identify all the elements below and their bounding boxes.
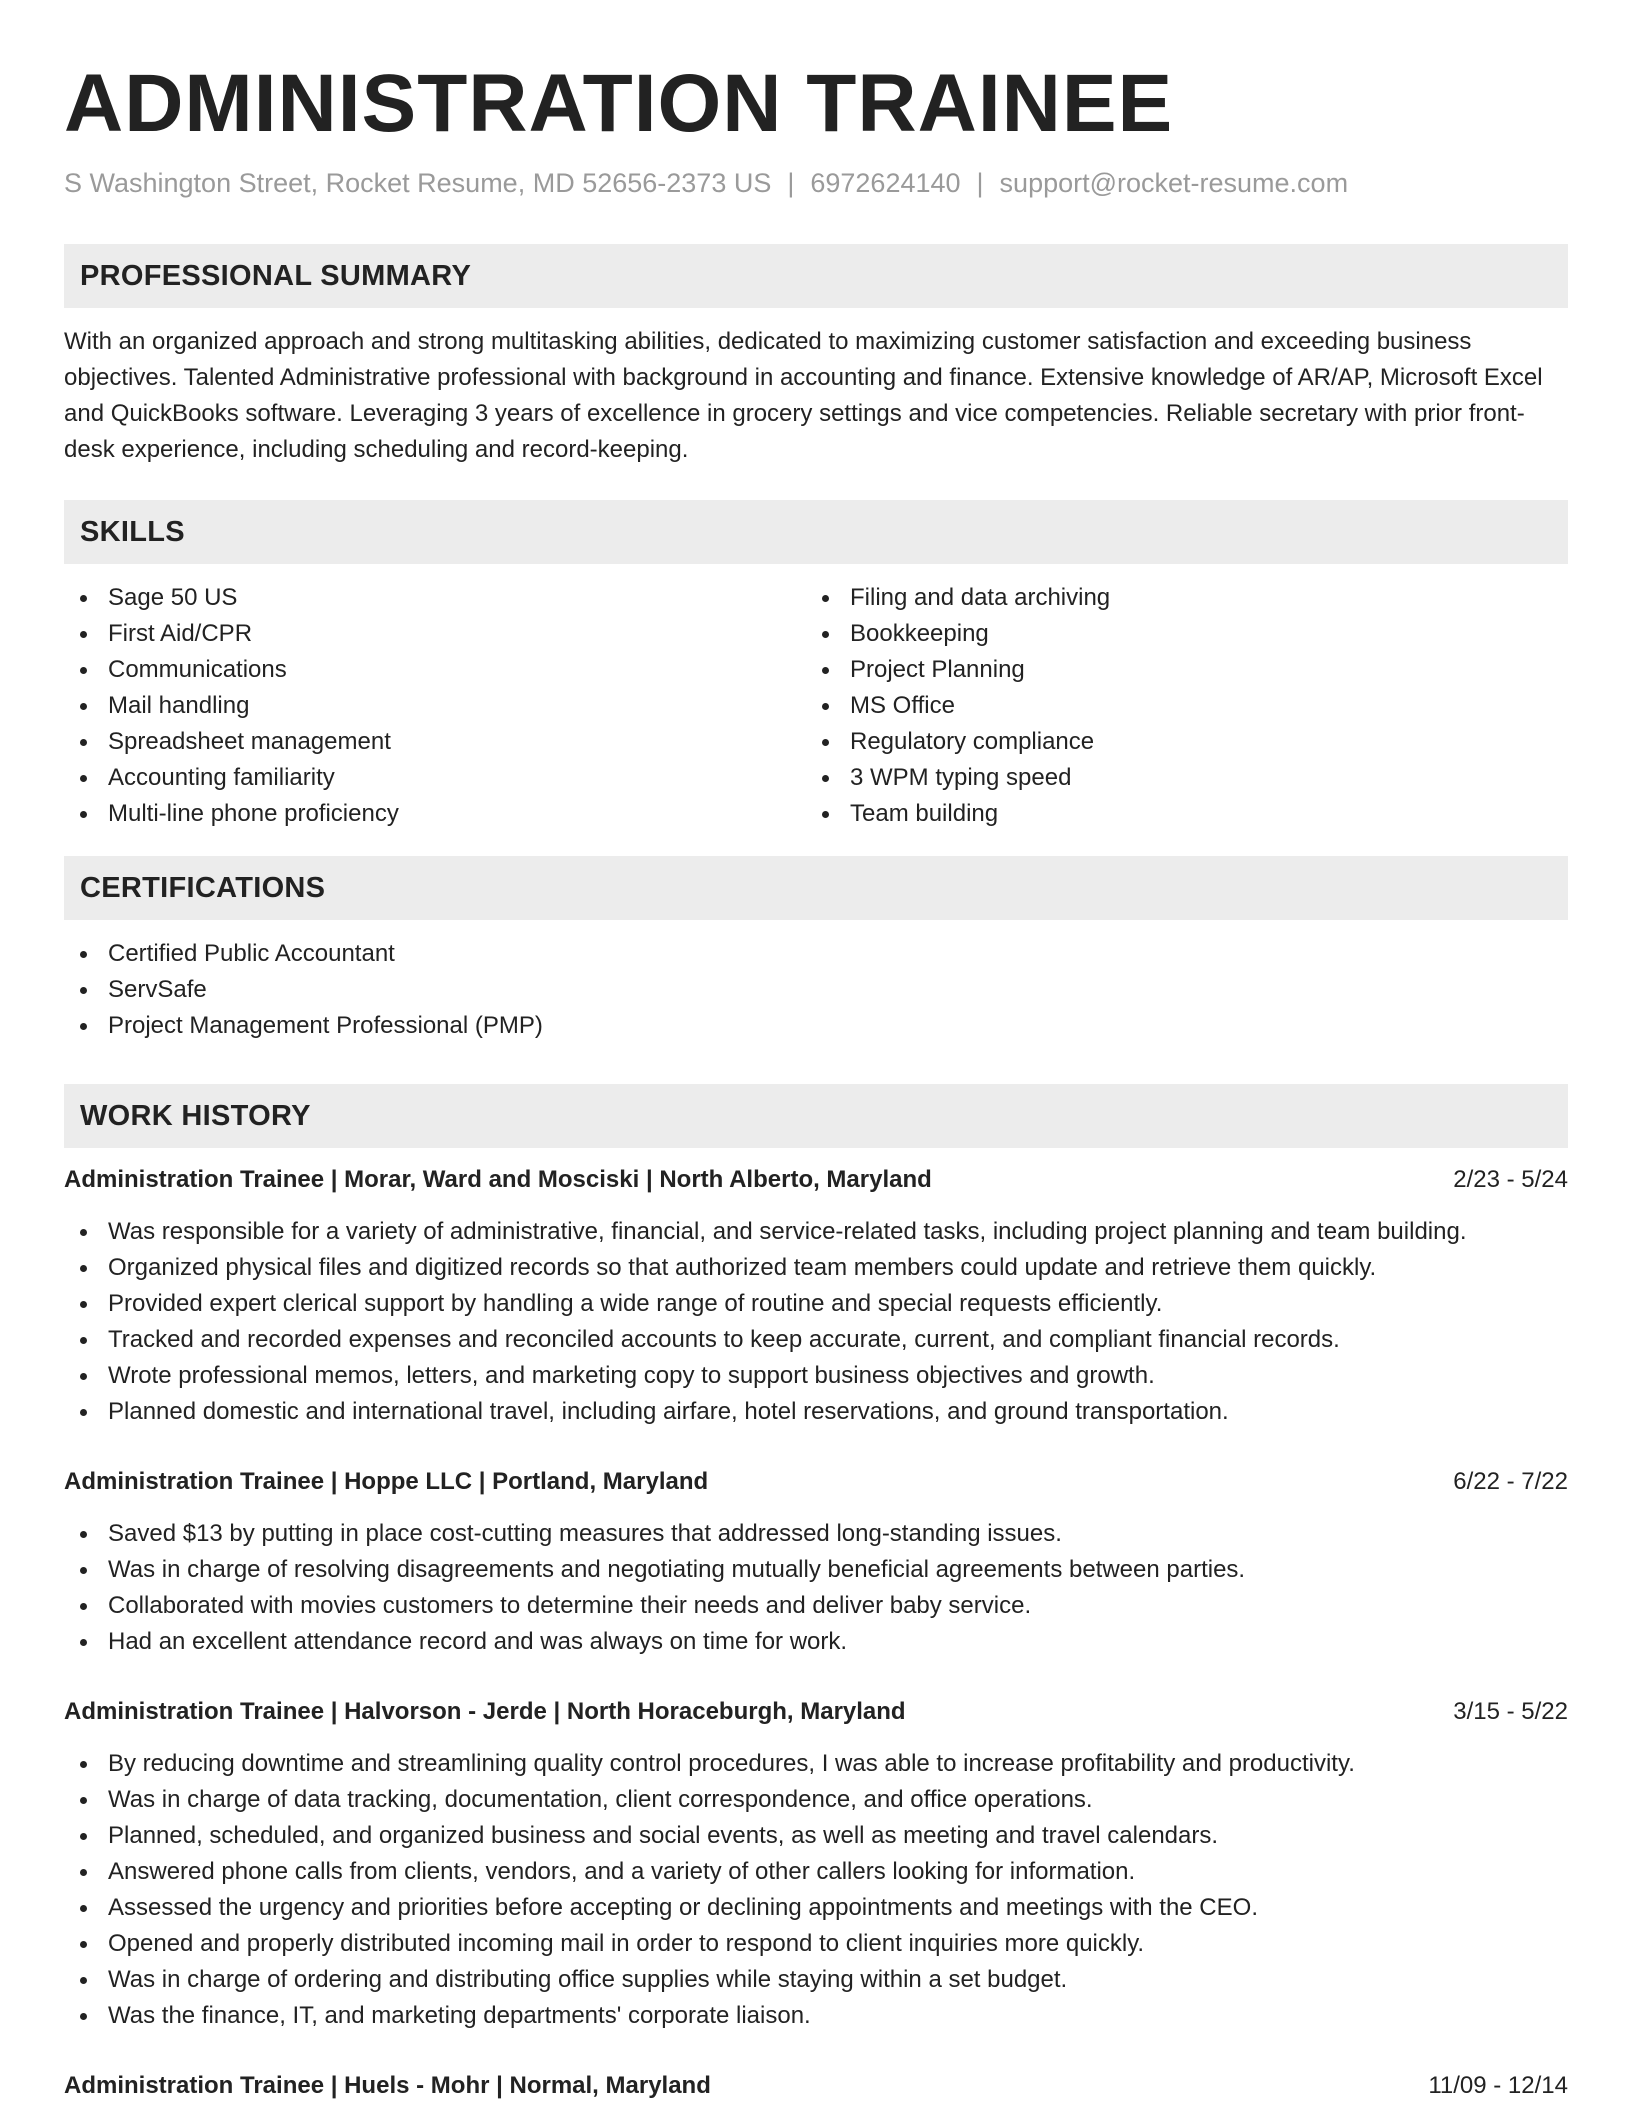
job-header <box>64 1464 1568 1500</box>
job-entry <box>64 1464 1568 1660</box>
summary-text: With an organized approach and strong multitasking abilities, dedicated to maximizing customer satisfaction and exceeding business objectives. Talented Administrative professional with background in accounting and finance. Extensive knowledge of AR/AP, Microsoft Excel and QuickBooks software. Leveraging 3 years of excellence in grocery settings and vice competencies. Reliable secretary with prior front-desk experience, including scheduling and record-keeping. <box>64 328 1543 463</box>
job-bullet: Had an excellent attendance record and was always on time for work. <box>64 1624 1568 1660</box>
job-bullet: Organized physical files and digitized records so that authorized team members could update and retrieve them quickly. <box>64 1250 1568 1286</box>
certifications-heading: CERTIFICATIONS <box>64 856 1568 920</box>
job-title: Administration Trainee | Huels - Mohr | Normal, Maryland <box>64 2072 711 2099</box>
job-title: Administration Trainee | Halvorson - Jerde | North Horaceburgh, Maryland <box>64 1698 906 1725</box>
job-entry <box>64 2068 1568 2104</box>
job-bullet: Opened and properly distributed incoming mail in order to respond to client inquiries more quickly. <box>64 1926 1568 1962</box>
job-bullet: Planned domestic and international travel, including airfare, hotel reservations, and ground transportation. <box>64 1394 1568 1430</box>
skills-heading: SKILLS <box>64 500 1568 564</box>
job-bullet: Was in charge of resolving disagreements and negotiating mutually beneficial agreements between parties. <box>64 1552 1568 1588</box>
skill-item: Accounting familiarity <box>64 760 806 796</box>
job-bullet: Saved $13 by putting in place cost-cutting measures that addressed long-standing issues. <box>64 1516 1568 1552</box>
job-bullet: By reducing downtime and streamlining quality control procedures, I was able to increase profitability and productivity. <box>64 1746 1568 1782</box>
job-bullet: Collaborated with movies customers to determine their needs and deliver baby service. <box>64 1588 1568 1624</box>
skill-item: Communications <box>64 652 806 688</box>
skill-item: Sage 50 US <box>64 580 806 616</box>
certification-item: ServSafe <box>64 972 1568 1008</box>
skill-item: 3 WPM typing speed <box>806 760 1548 796</box>
contact-separator: | <box>787 168 795 198</box>
skill-item: Bookkeeping <box>806 616 1548 652</box>
skill-item: Filing and data archiving <box>806 580 1548 616</box>
certifications-list <box>64 936 1568 1044</box>
job-entry <box>64 1162 1568 1430</box>
job-title: Administration Trainee | Morar, Ward and Mosciski | North Alberto, Maryland <box>64 1166 932 1193</box>
job-bullet: Provided expert clerical support by handling a wide range of routine and special requests efficiently. <box>64 1286 1568 1322</box>
work-history-heading: WORK HISTORY <box>64 1084 1568 1148</box>
skills-list-left <box>64 580 806 832</box>
certifications-section <box>64 856 1568 1044</box>
job-bullet: Tracked and recorded expenses and reconciled accounts to keep accurate, current, and compliant financial records. <box>64 1322 1568 1358</box>
skills-section <box>64 500 1568 832</box>
skill-item: Mail handling <box>64 688 806 724</box>
job-dates: 3/15 - 5/22 <box>1453 1698 1568 1725</box>
skills-list-right <box>806 580 1548 832</box>
contact-email: support@rocket-resume.com <box>999 168 1349 198</box>
job-bullet-list <box>64 1746 1568 2034</box>
job-bullet-list <box>64 1516 1568 1660</box>
job-bullet: Wrote professional memos, letters, and marketing copy to support business objectives and growth. <box>64 1358 1568 1394</box>
job-bullet: Was responsible for a variety of administrative, financial, and service-related tasks, including project planning and team building. <box>64 1214 1568 1250</box>
job-bullet: Was the finance, IT, and marketing departments' corporate liaison. <box>64 1998 1568 2034</box>
contact-line <box>64 166 1568 200</box>
work-history-section <box>64 1084 1568 2104</box>
skill-item: First Aid/CPR <box>64 616 806 652</box>
skill-item: Team building <box>806 796 1548 832</box>
contact-address: S Washington Street, Rocket Resume, MD 52656-2373 US <box>64 168 772 198</box>
job-title: Administration Trainee | Hoppe LLC | Portland, Maryland <box>64 1468 709 1495</box>
skill-item: Spreadsheet management <box>64 724 806 760</box>
job-header <box>64 1694 1568 1730</box>
job-dates: 6/22 - 7/22 <box>1453 1468 1568 1495</box>
job-dates: 2/23 - 5/24 <box>1453 1166 1568 1193</box>
job-bullet: Was in charge of data tracking, documentation, client correspondence, and office operations. <box>64 1782 1568 1818</box>
job-header <box>64 2068 1568 2104</box>
skill-item: Project Planning <box>806 652 1548 688</box>
job-bullet: Planned, scheduled, and organized business and social events, as well as meeting and travel calendars. <box>64 1818 1568 1854</box>
job-dates: 11/09 - 12/14 <box>1428 2072 1568 2099</box>
job-bullet: Assessed the urgency and priorities before accepting or declining appointments and meetings with the CEO. <box>64 1890 1568 1926</box>
job-header <box>64 1162 1568 1198</box>
resume-name: ADMINISTRATION TRAINEE <box>64 58 1174 149</box>
certification-item: Project Management Professional (PMP) <box>64 1008 1568 1044</box>
job-bullet-list <box>64 1214 1568 1430</box>
certification-item: Certified Public Accountant <box>64 936 1568 972</box>
skill-item: MS Office <box>806 688 1548 724</box>
job-bullet: Answered phone calls from clients, vendors, and a variety of other callers looking for information. <box>64 1854 1568 1890</box>
contact-separator: | <box>976 168 984 198</box>
job-bullet: Was in charge of ordering and distributing office supplies while staying within a set budget. <box>64 1962 1568 1998</box>
contact-phone: 6972624140 <box>810 168 961 198</box>
skills-grid <box>64 580 1568 832</box>
summary-heading: PROFESSIONAL SUMMARY <box>64 244 1568 308</box>
job-entry <box>64 1694 1568 2034</box>
skill-item: Regulatory compliance <box>806 724 1548 760</box>
summary-section <box>64 244 1568 468</box>
skill-item: Multi-line phone proficiency <box>64 796 806 832</box>
